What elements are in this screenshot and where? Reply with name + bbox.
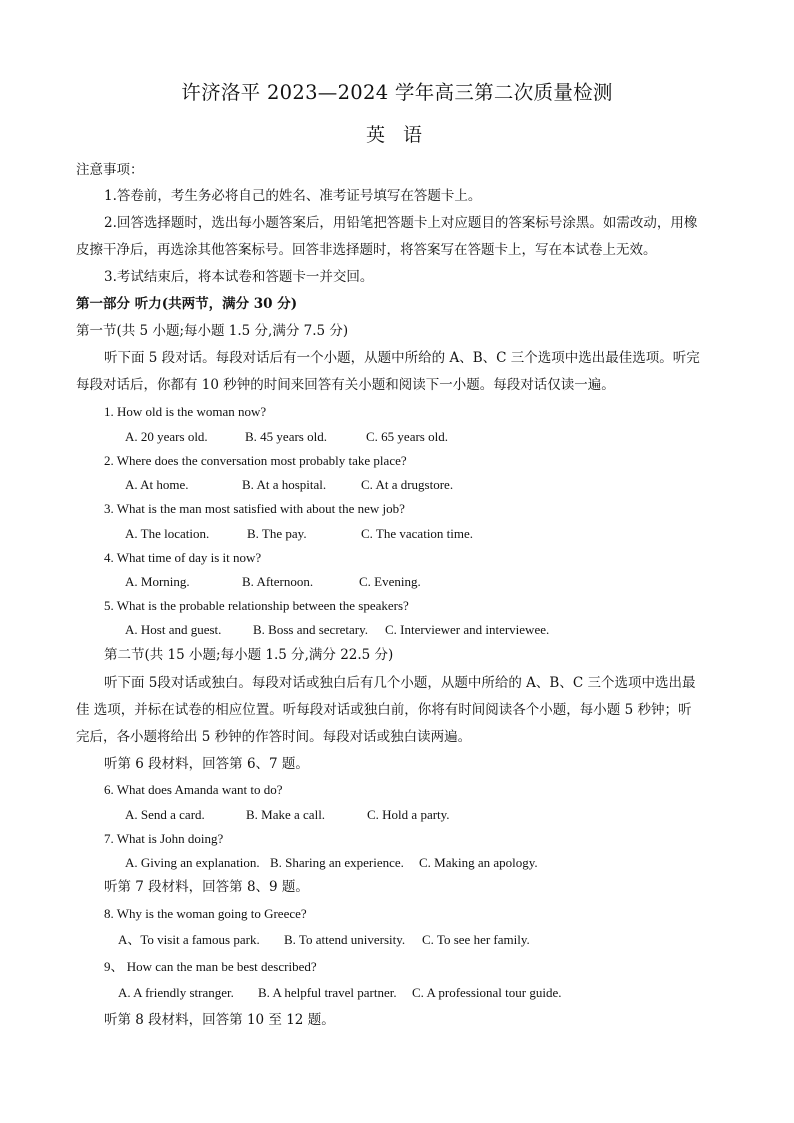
question-7-option-b: B. Sharing an experience. <box>270 855 404 870</box>
exam-subject: 英 语 <box>365 124 429 146</box>
question-6-option-c: C. Hold a party. <box>367 807 450 822</box>
section1-instructions-2: 每段对话后，你都有 10 秒钟的时间来回答有关小题和阅读下一小题。每段对话仅读一遍。 <box>76 377 615 393</box>
question-3-option-a: A. The location. <box>125 526 210 541</box>
part1-heading: 第一部分 听力(共两节，满分 30 分) <box>76 296 298 312</box>
section2-instructions-1: 听下面 5段对话或独白。每段对话或独白后有几个小题，从题中所给的 A、B、C 三个选项中选出最 <box>104 675 696 691</box>
question-5-option-b: B. Boss and secretary. <box>253 622 369 637</box>
question-8-option-a: A、To visit a famous park. <box>118 932 260 947</box>
question-4-option-b: B. Afternoon. <box>242 574 314 589</box>
question-8-stem: 8. Why is the woman going to Greece? <box>104 906 307 921</box>
question-3-stem: 3. What is the man most satisfied with about the new job? <box>104 501 405 516</box>
question-8-option-b: B. To attend university. <box>284 932 406 947</box>
question-6-stem: 6. What does Amanda want to do? <box>104 782 283 797</box>
material-6-heading: 听第 6 段材料，回答第 6、7 题。 <box>104 756 309 772</box>
question-4-option-c: C. Evening. <box>359 574 421 589</box>
notice-item-1: 1.答卷前，考生务必将自己的姓名、准考证号填写在答题卡上。 <box>104 188 482 204</box>
question-7-option-c: C. Making an apology. <box>419 855 538 870</box>
question-8-option-c: C. To see her family. <box>422 932 530 947</box>
notice-heading: 注意事项： <box>76 162 144 178</box>
question-7-stem: 7. What is John doing? <box>104 831 224 846</box>
notice-item-2-cont: 皮擦干净后，再选涂其他答案标号。回答非选择题时，将答案写在答题卡上，写在本试卷上无效。 <box>76 242 657 258</box>
question-6-option-b: B. Make a call. <box>246 807 326 822</box>
material-7-heading: 听第 7 段材料，回答第 8、9 题。 <box>104 879 309 895</box>
section2-instructions-2: 佳 选项，并标在试卷的相应位置。听每段对话或独白前，你将有时间阅读各个小题，每小题 5 秒钟；听 <box>76 702 692 718</box>
question-9-option-b: B. A helpful travel partner. <box>258 985 397 1000</box>
question-1-option-c: C. 65 years old. <box>366 429 448 444</box>
question-5-option-a: A. Host and guest. <box>125 622 222 637</box>
section1-instructions-1: 听下面 5 段对话。每段对话后有一个小题，从题中所给的 A、B、C 三个选项中选出最佳选项。听完 <box>104 350 700 366</box>
question-2-option-a: A. At home. <box>125 477 189 492</box>
section1-heading: 第一节(共 5 小题;每小题 1.5 分,满分 7.5 分) <box>76 323 349 339</box>
question-9-stem: 9、 How can the man be best described? <box>104 959 317 974</box>
question-6-option-a: A. Send a card. <box>125 807 205 822</box>
question-2-stem: 2. Where does the conversation most probably take place? <box>104 453 407 468</box>
notice-item-2: 2.回答选择题时，选出每小题答案后，用铅笔把答题卡上对应题目的答案标号涂黑。如需改动，用橡 <box>104 215 698 231</box>
section2-instructions-3: 完后，各小题将给出 5 秒钟的作答时间。每段对话或独白读两遍。 <box>76 729 472 745</box>
question-1-option-b: B. 45 years old. <box>245 429 327 444</box>
question-4-option-a: A. Morning. <box>125 574 190 589</box>
notice-item-3: 3.考试结束后，将本试卷和答题卡一并交回。 <box>104 269 374 285</box>
section2-heading: 第二节(共 15 小题;每小题 1.5 分,满分 22.5 分) <box>104 647 394 663</box>
question-2-option-c: C. At a drugstore. <box>361 477 454 492</box>
question-9-option-c: C. A professional tour guide. <box>412 985 562 1000</box>
question-3-option-c: C. The vacation time. <box>361 526 474 541</box>
question-1-stem: 1. How old is the woman now? <box>104 404 267 419</box>
exam-title: 许济洛平 2023—2024 学年高三第二次质量检测 <box>181 81 613 104</box>
question-4-stem: 4. What time of day is it now? <box>104 550 262 565</box>
question-1-option-a: A. 20 years old. <box>125 429 208 444</box>
question-5-option-c: C. Interviewer and interviewee. <box>385 622 550 637</box>
question-3-option-b: B. The pay. <box>247 526 307 541</box>
material-8-heading: 听第 8 段材料，回答第 10 至 12 题。 <box>104 1012 335 1028</box>
question-9-option-a: A. A friendly stranger. <box>118 985 234 1000</box>
question-2-option-b: B. At a hospital. <box>242 477 327 492</box>
question-7-option-a: A. Giving an explanation. <box>125 855 260 870</box>
question-5-stem: 5. What is the probable relationship between the speakers? <box>104 598 409 613</box>
